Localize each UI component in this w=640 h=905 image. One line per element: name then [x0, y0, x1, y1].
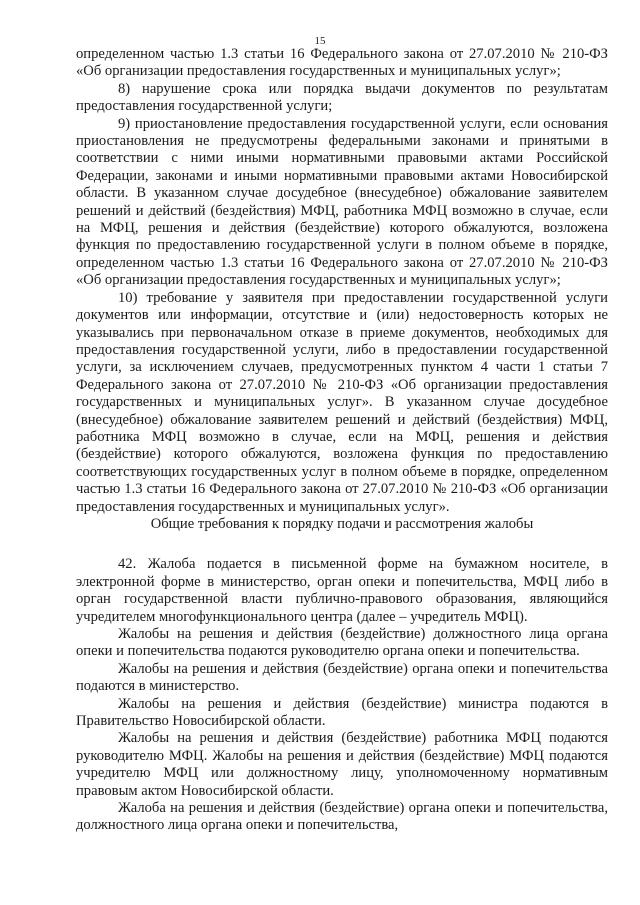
top-paragraph-group [76, 46, 608, 516]
document-body [76, 46, 608, 835]
paragraph: Жалобы на решения и действия (бездействие) министра подаются в Правительство Новосибирской области. [76, 695, 608, 730]
paragraph: 42. Жалоба подается в письменной форме на бумажном носителе, в электронной форме в министерство, орган опеки и попечительства, МФЦ либо в орган государственной власти публично-правового образования, являющийся учредителем многофункционального центра (далее – учредитель МФЦ). [76, 556, 608, 625]
paragraph: определенном частью 1.3 статьи 16 Федерального закона от 27.07.2010 № 210-ФЗ «Об организации предоставления государственных и муниципальных услуг»; [76, 46, 608, 80]
page-number: 15 [314, 35, 326, 47]
paragraph: Жалобы на решения и действия (бездействие) работника МФЦ подаются руководителю МФЦ. Жалобы на решения и действия (бездействие) МФЦ подаются учредителю МФЦ или должностному лицу, уполномоченному нормативным правовым актом Новосибирской области. [76, 730, 608, 799]
section-heading: Общие требования к порядку подачи и рассмотрения жалобы [150, 515, 534, 532]
paragraph: Жалобы на решения и действия (бездействие) органа опеки и попечительства подаются в министерство. [76, 660, 608, 695]
paragraph: Жалобы на решения и действия (бездействие) должностного лица органа опеки и попечительства подаются руководителю органа опеки и попечительства. [76, 626, 608, 660]
paragraph: 9) приостановление предоставления государственной услуги, если основания приостановления не предусмотрены федеральными законами и принятыми в соответствии с ними иными нормативными правовыми актами Российской Федерации, законами и иными нормативными правовыми актами Новосибирской области. В указанном случае досудебное (внесудебное) обжалование заявителем решений и действий (бездействия) МФЦ, работника МФЦ возможно в случае, если на МФЦ, решения и действия (бездействие) которого обжалуются, возложена функция по предоставлению государственной услуги в полном объеме в порядке, определенном частью 1.3 статьи 16 Федерального закона от 27.07.2010 № 210-ФЗ «Об организации предоставления государственных и муниципальных услуг»; [76, 115, 608, 289]
bottom-paragraph-group [76, 556, 608, 835]
paragraph: 8) нарушение срока или порядка выдачи документов по результатам предоставления государственной услуги; [76, 80, 608, 115]
paragraph: 10) требование у заявителя при предоставлении государственной услуги документов или информации, отсутствие и (или) недостоверность которых не указывались при первоначальном отказе в приеме документов, необходимых для предоставления государственной услуги, либо в предоставлении государственной услуги, за исключением случаев, предусмотренных пунктом 4 части 1 статьи 7 Федерального закона от 27.07.2010 № 210-ФЗ «Об организации предоставления государственных и муниципальных услуг». В указанном случае досудебное (внесудебное) обжалование заявителем решений и действий (бездействия) МФЦ, работника МФЦ возможно в случае, если на МФЦ, решения и действия (бездействие) которого обжалуются, возложена функция по предоставлению соответствующих государственных услуг в полном объеме в порядке, определенном частью 1.3 статьи 16 Федерального закона от 27.07.2010 № 210-ФЗ «Об организации предоставления государственных и муниципальных услуг». [76, 289, 608, 515]
paragraph: Жалоба на решения и действия (бездействие) органа опеки и попечительства, должностного лица органа опеки и попечительства, [76, 800, 608, 834]
